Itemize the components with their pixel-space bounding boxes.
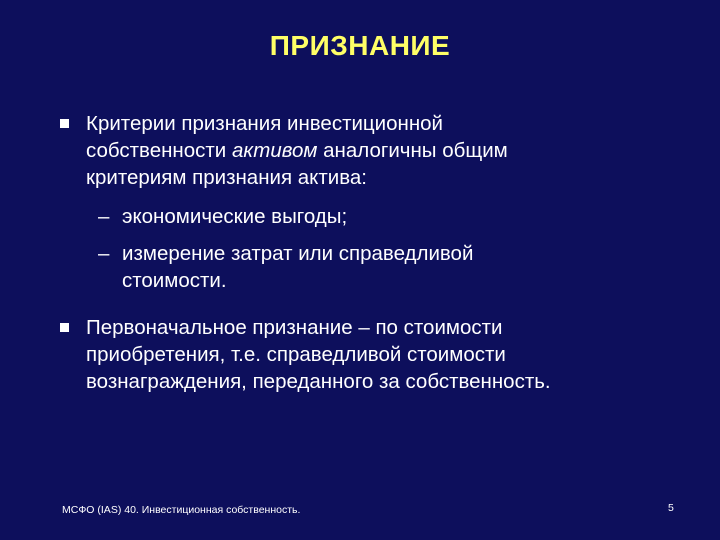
- bullet-1-line-2-pre: собственности: [86, 139, 232, 162]
- dash-marker: –: [98, 242, 110, 265]
- square-bullet-icon: [60, 323, 69, 332]
- sub-item-2-line-2: стоимости.: [122, 269, 227, 292]
- bullet-2-line-3: вознаграждения, переданного за собственность.: [86, 370, 551, 393]
- bullet-1-line-2: [86, 137, 666, 164]
- bullet-1-text: [86, 110, 666, 191]
- bullet-2-text: [86, 314, 666, 395]
- square-bullet-icon: [60, 119, 69, 128]
- footer-text: МСФО (IAS) 40. Инвестиционная собственность.: [62, 504, 301, 516]
- slide-title: ПРИЗНАНИЕ: [269, 30, 451, 61]
- bullet-1-line-1: Критерии признания инвестиционной: [86, 112, 444, 135]
- sub-item-2-line-1: измерение затрат или справедливой: [122, 242, 474, 265]
- dash-marker: –: [98, 205, 110, 228]
- sub-item-1-text: экономические выгоды;: [122, 205, 348, 228]
- bullet-2-line-2: приобретения, т.е. справедливой стоимости: [86, 343, 506, 366]
- sub-item-2-text: [122, 240, 642, 294]
- bullet-2-line-1: Первоначальное признание – по стоимости: [86, 316, 503, 339]
- page-number: 5: [668, 502, 674, 514]
- bullet-1-emphasis: активом: [231, 139, 318, 162]
- bullet-1-line-2-post: аналогичны общим: [317, 139, 508, 162]
- bullet-1-line-3: критериям признания актива:: [86, 166, 367, 189]
